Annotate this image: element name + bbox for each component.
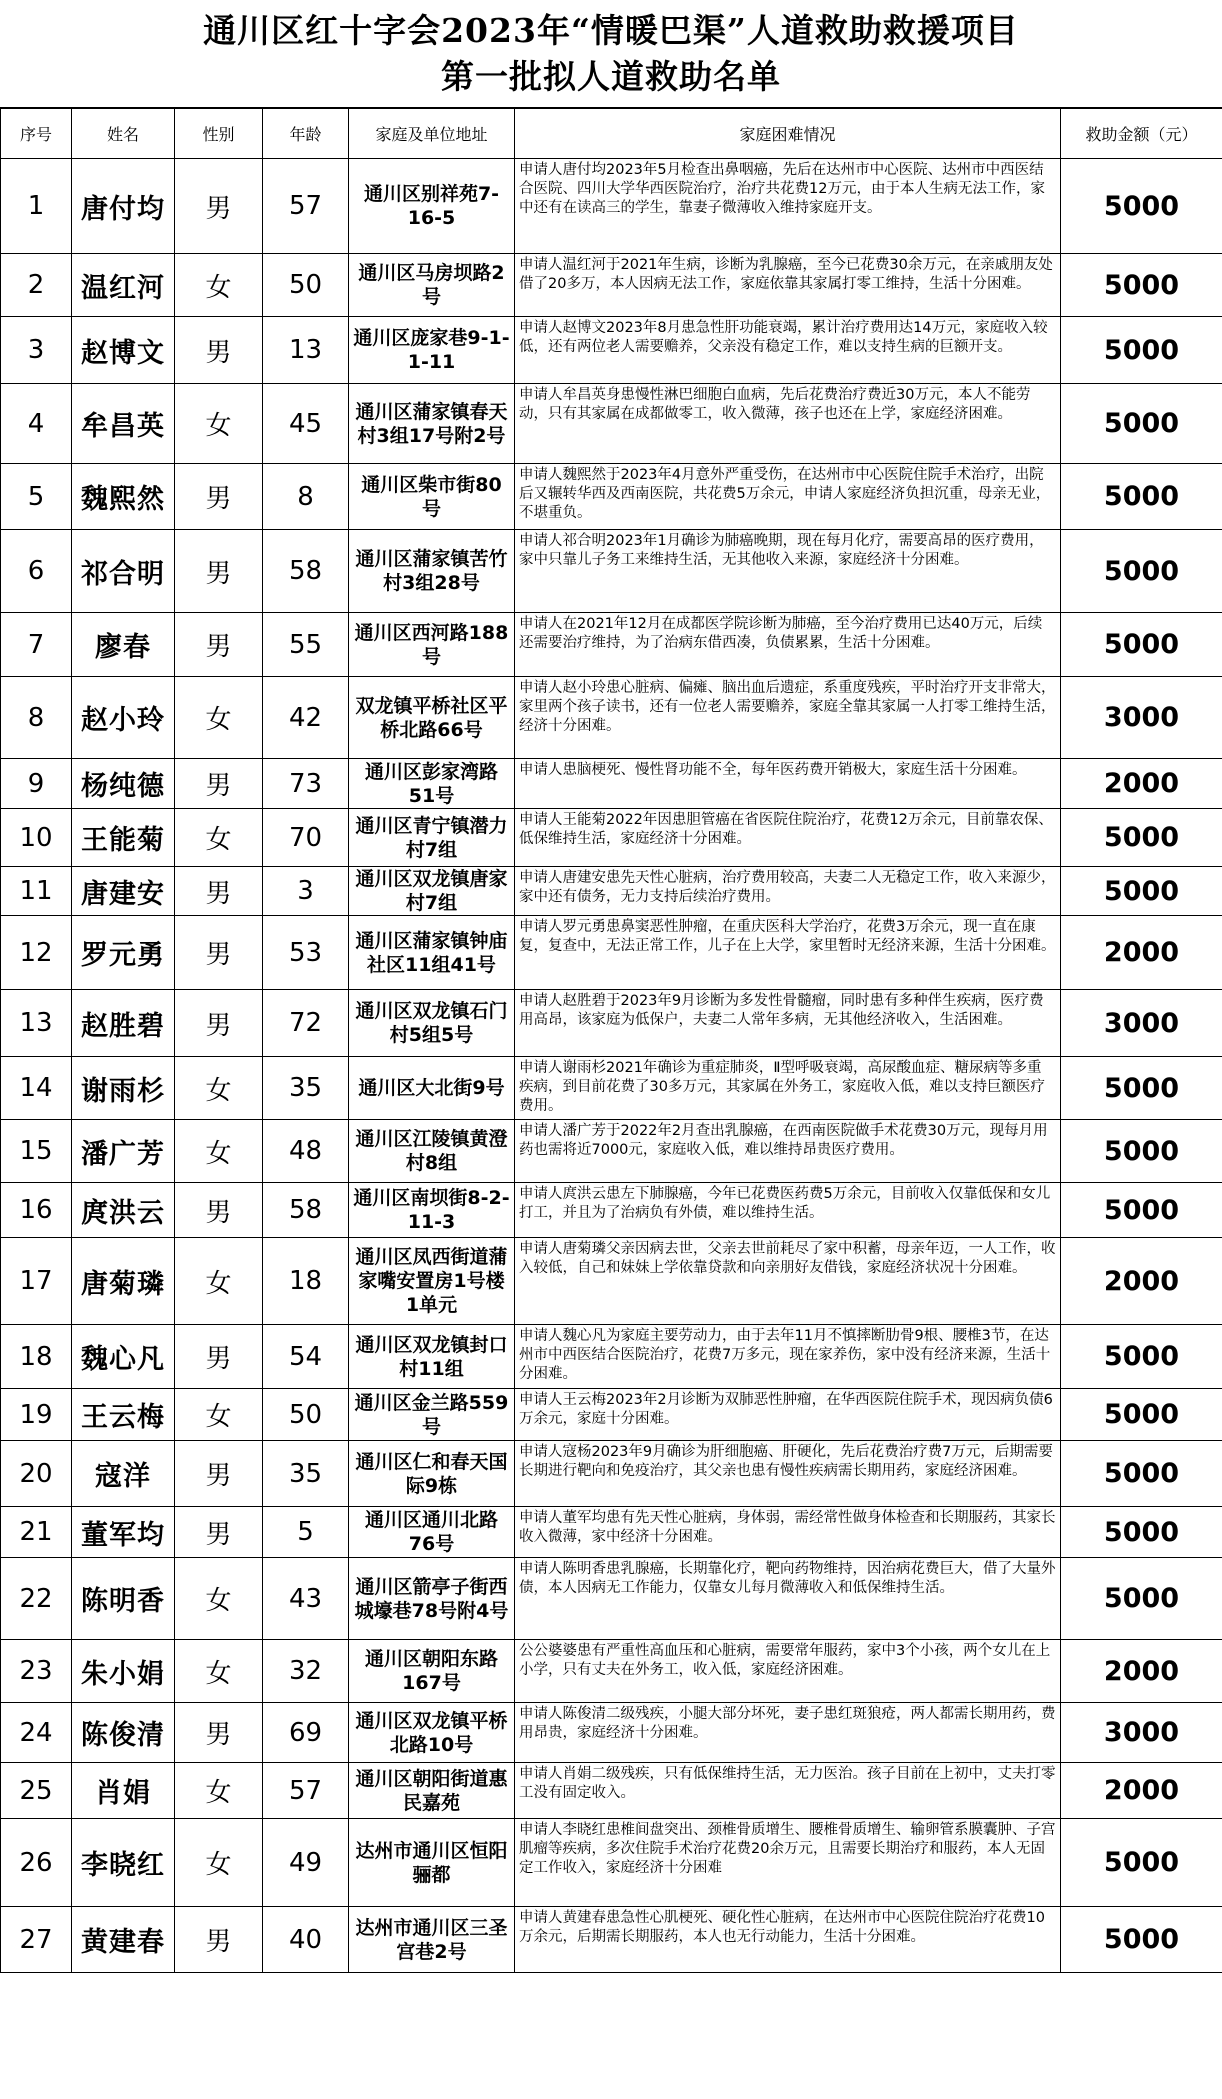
- gender-cell: 男: [175, 317, 263, 384]
- address-cell: 双龙镇平桥社区平桥北路66号: [349, 677, 515, 759]
- age-cell: 50: [263, 1389, 349, 1441]
- amount-cell: 2000: [1061, 1640, 1222, 1703]
- age-cell: 8: [263, 464, 349, 530]
- gender-cell: 男: [175, 867, 263, 916]
- age-cell: 13: [263, 317, 349, 384]
- name-cell: 魏熙然: [72, 464, 175, 530]
- age-cell: 43: [263, 1558, 349, 1640]
- amount-cell: 5000: [1061, 530, 1222, 613]
- situation-cell: 申请人董军均患有先天性心脏病，身体弱，需经常性做身体检查和长期服药，其家长收入微薄，家中经济十分困难。: [515, 1507, 1061, 1558]
- name-cell: 廖春: [72, 613, 175, 677]
- gender-cell: 女: [175, 254, 263, 317]
- seq-cell: 17: [1, 1238, 72, 1325]
- gender-cell: 男: [175, 1183, 263, 1238]
- situation-cell: 申请人谢雨杉2021年确诊为重症肺炎，Ⅱ型呼吸衰竭，高尿酸血症、糖尿病等多重疾病，到目前花费了30多万元，其家属在外务工，家庭收入低，难以支持巨额医疗费用。: [515, 1057, 1061, 1120]
- gender-cell: 男: [175, 464, 263, 530]
- table-row: [1, 1640, 1222, 1703]
- situation-cell: 申请人陈俊清二级残疾，小腿大部分坏死，妻子患红斑狼疮，两人都需长期用药，费用昂贵，家庭经济十分困难。: [515, 1703, 1061, 1763]
- seq-cell: 15: [1, 1120, 72, 1183]
- table-row: [1, 317, 1222, 384]
- seq-cell: 27: [1, 1907, 72, 1973]
- table-row: [1, 384, 1222, 464]
- address-cell: 通川区西河路188号: [349, 613, 515, 677]
- age-cell: 48: [263, 1120, 349, 1183]
- amount-cell: 5000: [1061, 1558, 1222, 1640]
- header-situation: 家庭困难情况: [515, 109, 1061, 159]
- amount-cell: 5000: [1061, 1907, 1222, 1973]
- amount-cell: 5000: [1061, 613, 1222, 677]
- address-cell: 通川区蒲家镇苦竹村3组28号: [349, 530, 515, 613]
- name-cell: 黄建春: [72, 1907, 175, 1973]
- name-cell: 陈明香: [72, 1558, 175, 1640]
- name-cell: 唐建安: [72, 867, 175, 916]
- name-cell: 温红河: [72, 254, 175, 317]
- gender-cell: 男: [175, 613, 263, 677]
- gender-cell: 女: [175, 1558, 263, 1640]
- age-cell: 35: [263, 1441, 349, 1507]
- seq-cell: 16: [1, 1183, 72, 1238]
- situation-cell: 申请人魏心凡为家庭主要劳动力，由于去年11月不慎摔断肋骨9根、腰椎3节，在达州市中西医结合医院治疗，花费7万多元，现在家养伤，家中没有经济来源，生活十分困难。: [515, 1325, 1061, 1389]
- age-cell: 49: [263, 1819, 349, 1907]
- amount-cell: 5000: [1061, 159, 1222, 254]
- age-cell: 55: [263, 613, 349, 677]
- seq-cell: 9: [1, 759, 72, 809]
- gender-cell: 男: [175, 530, 263, 613]
- seq-cell: 3: [1, 317, 72, 384]
- age-cell: 35: [263, 1057, 349, 1120]
- name-cell: 肖娟: [72, 1763, 175, 1819]
- amount-cell: 5000: [1061, 464, 1222, 530]
- address-cell: 通川区凤西街道蒲家嘴安置房1号楼1单元: [349, 1238, 515, 1325]
- address-cell: 通川区别祥苑7-16-5: [349, 159, 515, 254]
- seq-cell: 20: [1, 1441, 72, 1507]
- gender-cell: 男: [175, 1441, 263, 1507]
- age-cell: 58: [263, 530, 349, 613]
- name-cell: 陈俊清: [72, 1703, 175, 1763]
- seq-cell: 13: [1, 990, 72, 1057]
- amount-cell: 2000: [1061, 1763, 1222, 1819]
- seq-cell: 4: [1, 384, 72, 464]
- address-cell: 通川区双龙镇封口村11组: [349, 1325, 515, 1389]
- aid-list-table: [0, 108, 1222, 1973]
- name-cell: 赵胜碧: [72, 990, 175, 1057]
- address-cell: 达州市通川区三圣宫巷2号: [349, 1907, 515, 1973]
- amount-cell: 5000: [1061, 384, 1222, 464]
- address-cell: 通川区彭家湾路51号: [349, 759, 515, 809]
- address-cell: 通川区庞家巷9-1-1-11: [349, 317, 515, 384]
- address-cell: 通川区双龙镇唐家村7组: [349, 867, 515, 916]
- gender-cell: 男: [175, 1703, 263, 1763]
- table-row: [1, 916, 1222, 990]
- name-cell: 王云梅: [72, 1389, 175, 1441]
- table-row: [1, 1389, 1222, 1441]
- table-row: [1, 759, 1222, 809]
- address-cell: 通川区双龙镇石门村5组5号: [349, 990, 515, 1057]
- seq-cell: 21: [1, 1507, 72, 1558]
- seq-cell: 6: [1, 530, 72, 613]
- table-row: [1, 867, 1222, 916]
- gender-cell: 女: [175, 1763, 263, 1819]
- header-amount: 救助金额（元）: [1061, 109, 1222, 159]
- name-cell: 唐菊璘: [72, 1238, 175, 1325]
- name-cell: 李晓红: [72, 1819, 175, 1907]
- age-cell: 18: [263, 1238, 349, 1325]
- seq-cell: 18: [1, 1325, 72, 1389]
- age-cell: 58: [263, 1183, 349, 1238]
- name-cell: 王能菊: [72, 809, 175, 867]
- name-cell: 杨纯德: [72, 759, 175, 809]
- gender-cell: 女: [175, 1389, 263, 1441]
- situation-cell: 申请人赵博文2023年8月患急性肝功能衰竭，累计治疗费用达14万元，家庭收入较低，还有两位老人需要赡养，父亲没有稳定工作，难以支持生病的巨额开支。: [515, 317, 1061, 384]
- seq-cell: 8: [1, 677, 72, 759]
- table-row: [1, 809, 1222, 867]
- amount-cell: 2000: [1061, 759, 1222, 809]
- header-age: 年龄: [263, 109, 349, 159]
- situation-cell: 申请人魏熙然于2023年4月意外严重受伤，在达州市中心医院住院手术治疗，出院后又辗转华西及西南医院，共花费5万余元，申请人家庭经济负担沉重，母亲无业，不堪重负。: [515, 464, 1061, 530]
- gender-cell: 女: [175, 1120, 263, 1183]
- table-row: [1, 1238, 1222, 1325]
- title-line-2: 第一批拟人道救助名单: [441, 56, 781, 96]
- amount-cell: 5000: [1061, 867, 1222, 916]
- gender-cell: 男: [175, 1907, 263, 1973]
- seq-cell: 26: [1, 1819, 72, 1907]
- table-row: [1, 1763, 1222, 1819]
- age-cell: 53: [263, 916, 349, 990]
- amount-cell: 5000: [1061, 1057, 1222, 1120]
- table-row: [1, 1507, 1222, 1558]
- age-cell: 57: [263, 159, 349, 254]
- amount-cell: 5000: [1061, 1441, 1222, 1507]
- situation-cell: 申请人温红河于2021年生病，诊断为乳腺癌，至今已花费30余万元，在亲戚朋友处借了20多万，本人因病无法工作，家庭依靠其家属打零工维持，生活十分困难。: [515, 254, 1061, 317]
- name-cell: 董军均: [72, 1507, 175, 1558]
- seq-cell: 11: [1, 867, 72, 916]
- seq-cell: 14: [1, 1057, 72, 1120]
- table-row: [1, 254, 1222, 317]
- seq-cell: 24: [1, 1703, 72, 1763]
- situation-cell: 公公婆婆患有严重性高血压和心脏病，需要常年服药，家中3个小孩，两个女儿在上小学，只有丈夫在外务工，收入低，家庭经济困难。: [515, 1640, 1061, 1703]
- situation-cell: 申请人陈明香患乳腺癌，长期靠化疗，靶向药物维持，因治病花费巨大，借了大量外债，本人因病无工作能力，仅靠女儿每月微薄收入和低保维持生活。: [515, 1558, 1061, 1640]
- address-cell: 通川区朝阳街道惠民嘉苑: [349, 1763, 515, 1819]
- title-line-1: 通川区红十字会2023年“情暖巴渠”人道救助救援项目: [203, 10, 1019, 50]
- situation-cell: 申请人唐建安患先天性心脏病，治疗费用较高，夫妻二人无稳定工作，收入来源少，家中还有债务，无力支持后续治疗费用。: [515, 867, 1061, 916]
- table-row: [1, 1441, 1222, 1507]
- gender-cell: 女: [175, 677, 263, 759]
- situation-cell: 申请人王能菊2022年因患胆管癌在省医院住院治疗，花费12万余元，目前靠农保、低保维持生活，家庭经济十分困难。: [515, 809, 1061, 867]
- table-row: [1, 530, 1222, 613]
- age-cell: 50: [263, 254, 349, 317]
- gender-cell: 男: [175, 1325, 263, 1389]
- address-cell: 通川区朝阳东路167号: [349, 1640, 515, 1703]
- address-cell: 通川区通川北路76号: [349, 1507, 515, 1558]
- address-cell: 通川区双龙镇平桥北路10号: [349, 1703, 515, 1763]
- table-row: [1, 677, 1222, 759]
- table-row: [1, 1120, 1222, 1183]
- seq-cell: 23: [1, 1640, 72, 1703]
- table-row: [1, 1907, 1222, 1973]
- address-cell: 通川区仁和春天国际9栋: [349, 1441, 515, 1507]
- address-cell: 通川区柴市街80号: [349, 464, 515, 530]
- age-cell: 54: [263, 1325, 349, 1389]
- name-cell: 潘广芳: [72, 1120, 175, 1183]
- seq-cell: 2: [1, 254, 72, 317]
- age-cell: 5: [263, 1507, 349, 1558]
- gender-cell: 女: [175, 384, 263, 464]
- gender-cell: 男: [175, 990, 263, 1057]
- age-cell: 40: [263, 1907, 349, 1973]
- age-cell: 42: [263, 677, 349, 759]
- table-row: [1, 1057, 1222, 1120]
- address-cell: 通川区南坝街8-2-11-3: [349, 1183, 515, 1238]
- amount-cell: 2000: [1061, 916, 1222, 990]
- gender-cell: 男: [175, 1507, 263, 1558]
- amount-cell: 5000: [1061, 1183, 1222, 1238]
- situation-cell: 申请人赵胜碧于2023年9月诊断为多发性骨髓瘤，同时患有多种伴生疾病，医疗费用高昂，该家庭为低保户，夫妻二人常年多病，无其他经济收入，生活困难。: [515, 990, 1061, 1057]
- header-gender: 性别: [175, 109, 263, 159]
- situation-cell: 申请人唐菊璘父亲因病去世，父亲去世前耗尽了家中积蓄，母亲年迈，一人工作，收入较低，自己和妹妹上学依靠贷款和向亲朋好友借钱，家庭经济状况十分困难。: [515, 1238, 1061, 1325]
- table-row: [1, 464, 1222, 530]
- situation-cell: 申请人牟昌英身患慢性淋巴细胞白血病，先后花费治疗费近30万元，本人不能劳动，只有其家属在成都做零工，收入微薄，孩子也还在上学，家庭经济困难。: [515, 384, 1061, 464]
- address-cell: 通川区蒲家镇钟庙社区11组41号: [349, 916, 515, 990]
- name-cell: 唐付均: [72, 159, 175, 254]
- table-row: [1, 1558, 1222, 1640]
- situation-cell: 申请人在2021年12月在成都医学院诊断为肺癌，至今治疗费用已达40万元，后续还需要治疗维持，为了治病东借西凑，负债累累，生活十分困难。: [515, 613, 1061, 677]
- address-cell: 通川区大北街9号: [349, 1057, 515, 1120]
- age-cell: 45: [263, 384, 349, 464]
- gender-cell: 男: [175, 159, 263, 254]
- amount-cell: 5000: [1061, 1325, 1222, 1389]
- gender-cell: 女: [175, 1057, 263, 1120]
- table-row: [1, 613, 1222, 677]
- situation-cell: 申请人赵小玲患心脏病、偏瘫、脑出血后遗症，系重度残疾，平时治疗开支非常大，家里两个孩子读书，还有一位老人需要赡养，家庭全靠其家属一人打零工维持生活，经济十分困难。: [515, 677, 1061, 759]
- seq-cell: 12: [1, 916, 72, 990]
- situation-cell: 申请人祁合明2023年1月确诊为肺癌晚期，现在每月化疗，需要高昂的医疗费用，家中只靠儿子务工来维持生活，无其他收入来源，家庭经济十分困难。: [515, 530, 1061, 613]
- table-row: [1, 1325, 1222, 1389]
- name-cell: 牟昌英: [72, 384, 175, 464]
- situation-cell: 申请人肖娟二级残疾，只有低保维持生活，无力医治。孩子目前在上初中，丈夫打零工没有固定收入。: [515, 1763, 1061, 1819]
- gender-cell: 男: [175, 759, 263, 809]
- address-cell: 达州市通川区恒阳骊都: [349, 1819, 515, 1907]
- age-cell: 69: [263, 1703, 349, 1763]
- situation-cell: 申请人潘广芳于2022年2月查出乳腺癌，在西南医院做手术花费30万元，现每月用药也需将近7000元，家庭收入低，难以维持昂贵医疗费用。: [515, 1120, 1061, 1183]
- seq-cell: 7: [1, 613, 72, 677]
- age-cell: 32: [263, 1640, 349, 1703]
- situation-cell: 申请人黄建春患急性心肌梗死、硬化性心脏病，在达州市中心医院住院治疗花费10万余元，后期需长期服药，本人也无行动能力，生活十分困难。: [515, 1907, 1061, 1973]
- seq-cell: 10: [1, 809, 72, 867]
- seq-cell: 19: [1, 1389, 72, 1441]
- situation-cell: 申请人患脑梗死、慢性肾功能不全，每年医药费开销极大，家庭生活十分困难。: [515, 759, 1061, 809]
- situation-cell: 申请人庹洪云患左下肺腺癌，今年已花费医药费5万余元，目前收入仅靠低保和女儿打工，并且为了治病负有外债，难以维持生活。: [515, 1183, 1061, 1238]
- address-cell: 通川区青宁镇潜力村7组: [349, 809, 515, 867]
- seq-cell: 5: [1, 464, 72, 530]
- name-cell: 罗元勇: [72, 916, 175, 990]
- header-row: [1, 109, 1222, 159]
- amount-cell: 5000: [1061, 1507, 1222, 1558]
- name-cell: 谢雨杉: [72, 1057, 175, 1120]
- amount-cell: 5000: [1061, 1389, 1222, 1441]
- seq-cell: 22: [1, 1558, 72, 1640]
- document-title: [0, 0, 1222, 108]
- name-cell: 魏心凡: [72, 1325, 175, 1389]
- amount-cell: 5000: [1061, 317, 1222, 384]
- age-cell: 72: [263, 990, 349, 1057]
- situation-cell: 申请人罗元勇患鼻窦恶性肿瘤，在重庆医科大学治疗，花费3万余元，现一直在康复，复查中，无法正常工作，儿子在上大学，家里暂时无经济来源，生活十分困难。: [515, 916, 1061, 990]
- header-seq: 序号: [1, 109, 72, 159]
- header-address: 家庭及单位地址: [349, 109, 515, 159]
- seq-cell: 1: [1, 159, 72, 254]
- age-cell: 57: [263, 1763, 349, 1819]
- name-cell: 赵博文: [72, 317, 175, 384]
- name-cell: 寇洋: [72, 1441, 175, 1507]
- amount-cell: 5000: [1061, 254, 1222, 317]
- gender-cell: 女: [175, 809, 263, 867]
- table-row: [1, 1183, 1222, 1238]
- seq-cell: 25: [1, 1763, 72, 1819]
- situation-cell: 申请人李晓红患椎间盘突出、颈椎骨质增生、腰椎骨质增生、输卵管系膜囊肿、子宫肌瘤等疾病，多次住院手术治疗花费20余万元，且需要长期治疗和服药，本人无固定工作收入，家庭经济十分困难: [515, 1819, 1061, 1907]
- table-row: [1, 990, 1222, 1057]
- situation-cell: 申请人唐付均2023年5月检查出鼻咽癌，先后在达州市中心医院、达州市中西医结合医院、四川大学华西医院治疗，治疗共花费12万元，由于本人生病无法工作，家中还有在读高三的学生，靠妻子微薄收入维持家庭开支。: [515, 159, 1061, 254]
- table-row: [1, 159, 1222, 254]
- name-cell: 赵小玲: [72, 677, 175, 759]
- gender-cell: 男: [175, 916, 263, 990]
- name-cell: 祁合明: [72, 530, 175, 613]
- address-cell: 通川区箭亭子街西城壕巷78号附4号: [349, 1558, 515, 1640]
- gender-cell: 女: [175, 1640, 263, 1703]
- situation-cell: 申请人寇杨2023年9月确诊为肝细胞癌、肝硬化，先后花费治疗费7万元，后期需要长期进行靶向和免疫治疗，其父亲也患有慢性疾病需长期用药，家庭经济困难。: [515, 1441, 1061, 1507]
- table-row: [1, 1819, 1222, 1907]
- amount-cell: 3000: [1061, 677, 1222, 759]
- address-cell: 通川区马房坝路2号: [349, 254, 515, 317]
- amount-cell: 3000: [1061, 990, 1222, 1057]
- address-cell: 通川区金兰路559号: [349, 1389, 515, 1441]
- gender-cell: 女: [175, 1819, 263, 1907]
- amount-cell: 5000: [1061, 809, 1222, 867]
- amount-cell: 3000: [1061, 1703, 1222, 1763]
- table-row: [1, 1703, 1222, 1763]
- address-cell: 通川区蒲家镇春天村3组17号附2号: [349, 384, 515, 464]
- address-cell: 通川区江陵镇黄澄村8组: [349, 1120, 515, 1183]
- name-cell: 庹洪云: [72, 1183, 175, 1238]
- amount-cell: 5000: [1061, 1819, 1222, 1907]
- situation-cell: 申请人王云梅2023年2月诊断为双肺恶性肿瘤，在华西医院住院手术，现因病负债6万余元，家庭十分困难。: [515, 1389, 1061, 1441]
- header-name: 姓名: [72, 109, 175, 159]
- name-cell: 朱小娟: [72, 1640, 175, 1703]
- amount-cell: 5000: [1061, 1120, 1222, 1183]
- age-cell: 70: [263, 809, 349, 867]
- gender-cell: 女: [175, 1238, 263, 1325]
- age-cell: 3: [263, 867, 349, 916]
- age-cell: 73: [263, 759, 349, 809]
- amount-cell: 2000: [1061, 1238, 1222, 1325]
